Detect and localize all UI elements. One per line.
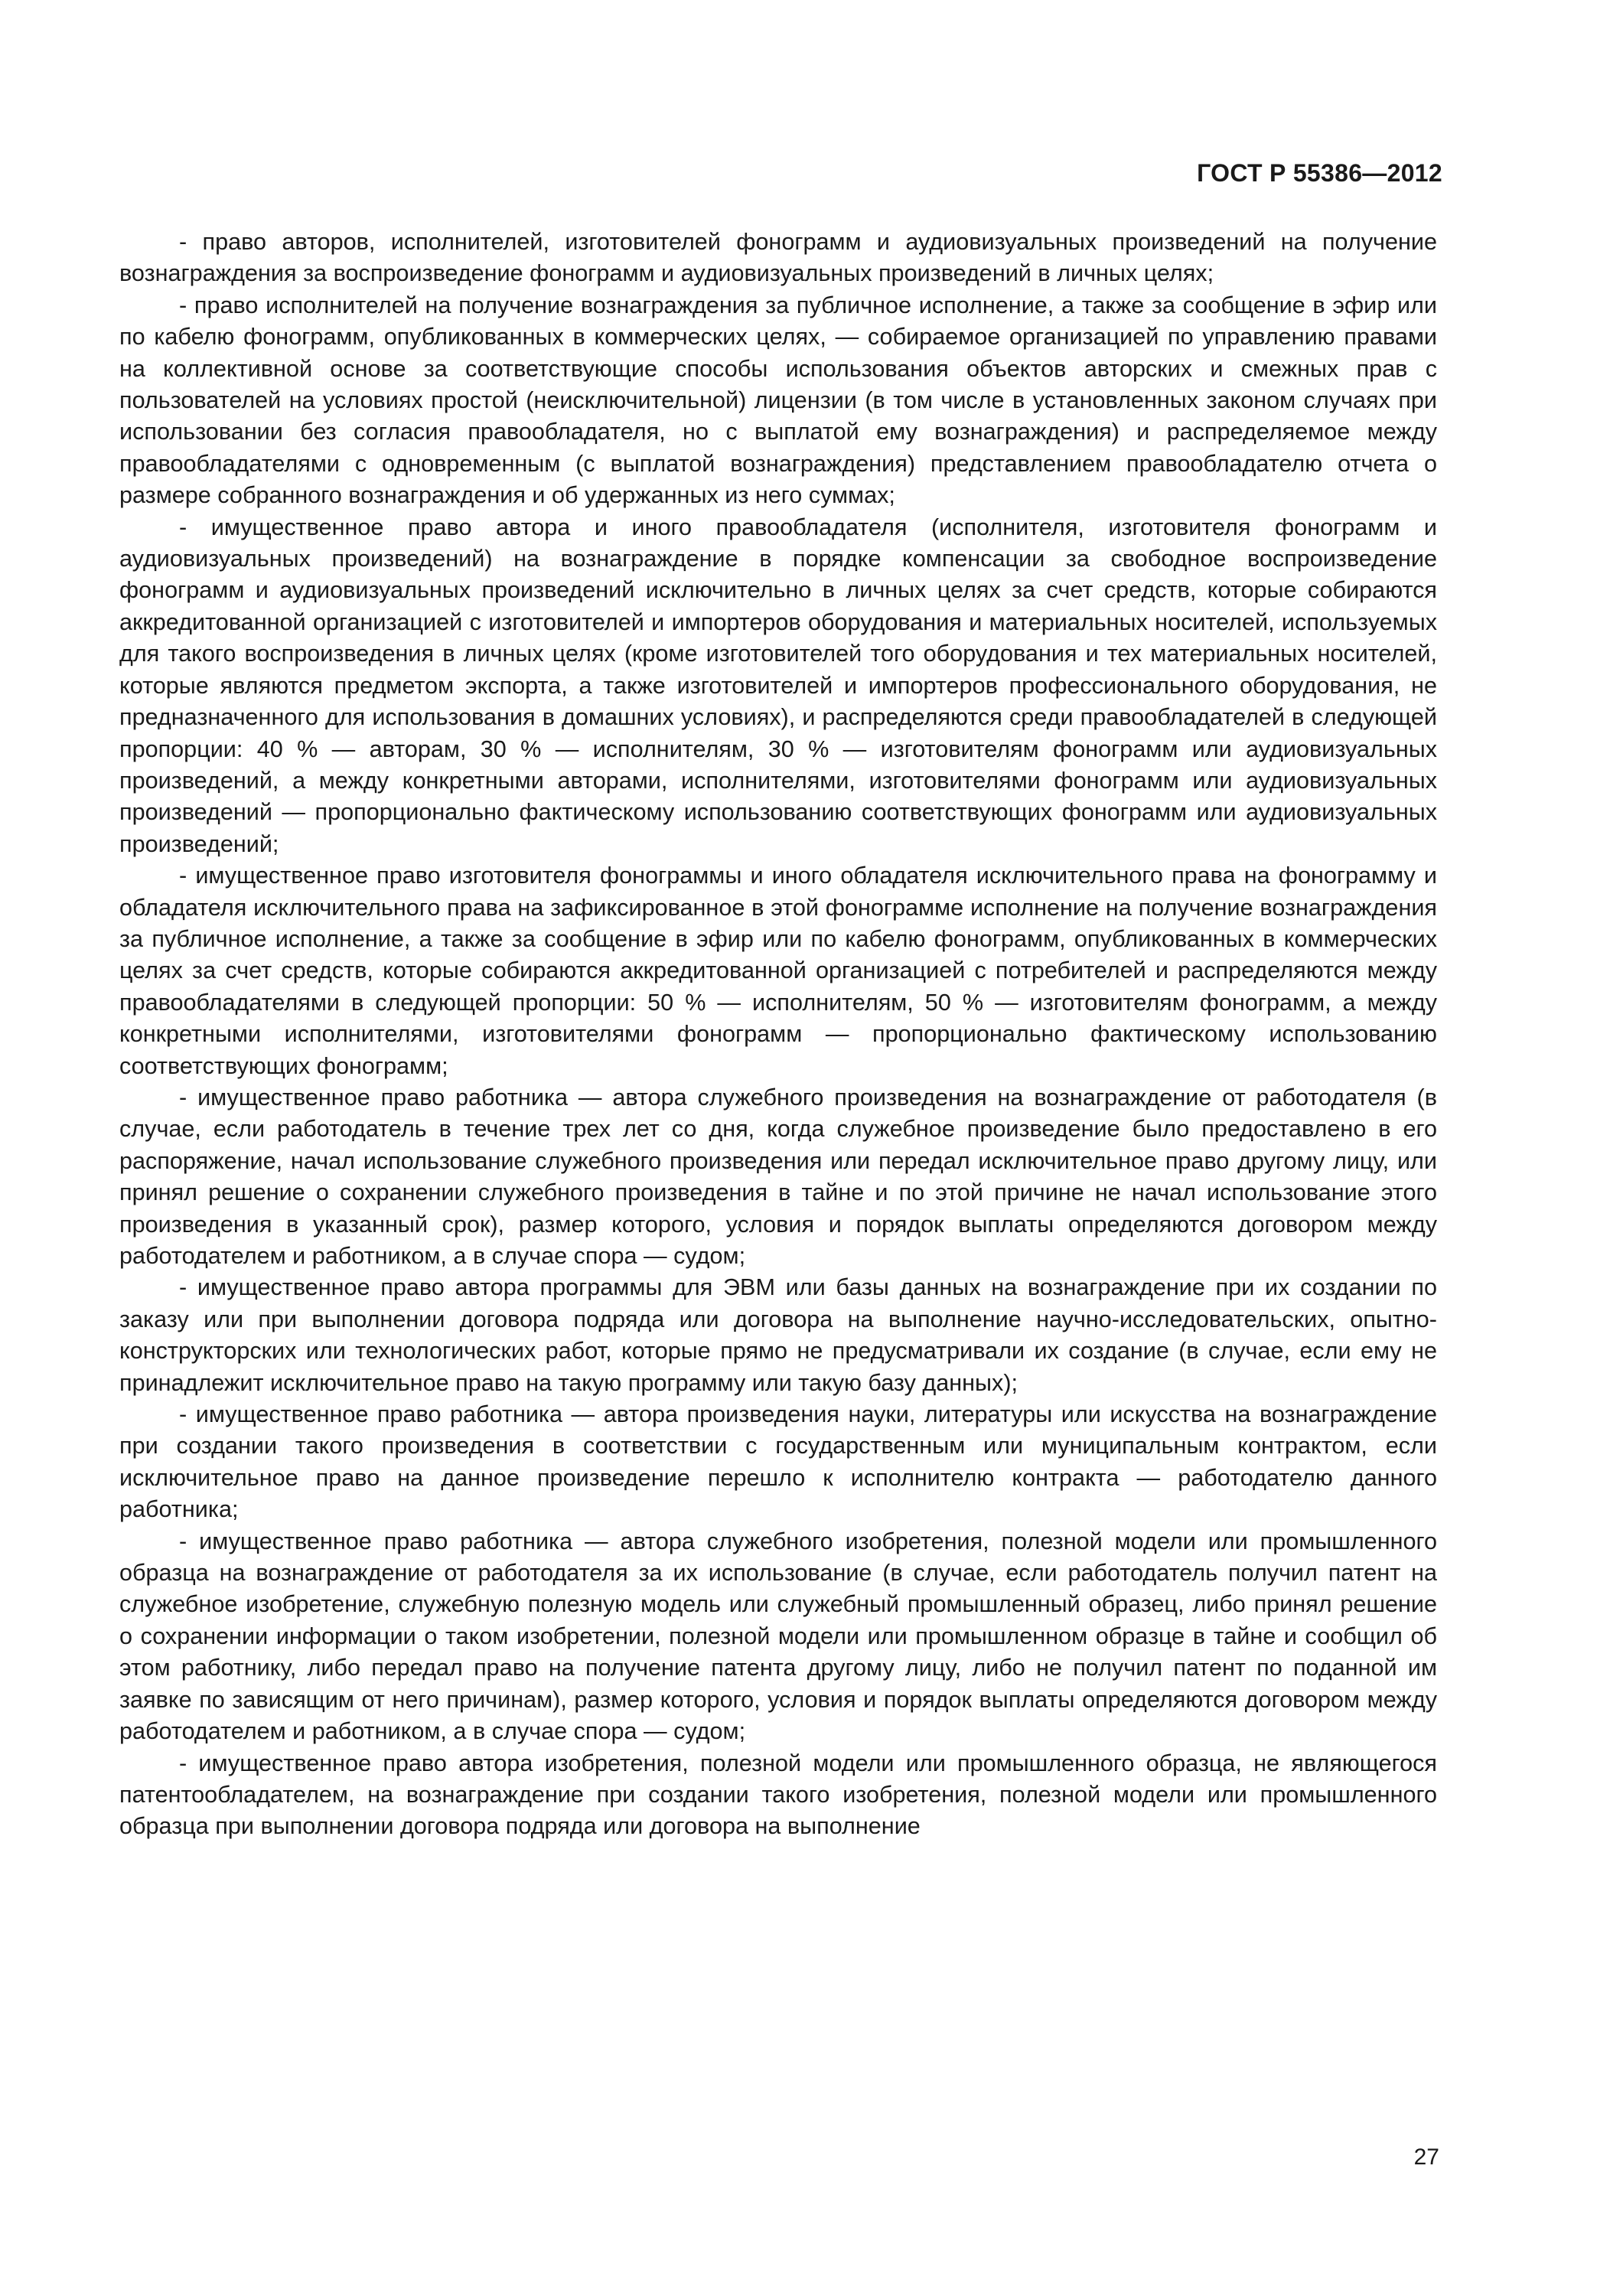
document-header-standard-id: ГОСТ Р 55386—2012	[1197, 159, 1442, 187]
document-body	[119, 227, 1437, 1843]
paragraph-7: - имущественное право работника — автора произведения науки, литературы или искусства на вознаграждение при создании такого произведения в соответствии с государственным или муниципальным контрактом, если исключительное право на данное произведение перешло к исполнителю контракта — работодателю данного работника;	[119, 1401, 1437, 1523]
paragraph-5: - имущественное право работника — автора служебного произведения на вознаграждение от работодателя (в случае, если работодатель в течение трех лет со дня, когда служебное произведение было предоставлено в его распоряжение, начал использование служебного произведения или передал исключительное право другому лицу, или принял решение о сохранении служебного произведения в тайне и по этой причине не начал использование этого произведения в указанный срок), размер которого, условия и порядок выплаты определяются договором между работодателем и работником, а в случае спора — судом;	[119, 1084, 1437, 1269]
page-number: 27	[1413, 2144, 1439, 2170]
paragraph-6: - имущественное право автора программы для ЭВМ или базы данных на вознаграждение при их создании по заказу или при выполнении договора подряда или договора на выполнение научно-исследовательских, опытно-конструкторских или технологических работ, которые прямо не предусматривали их создание (в случае, если ему не принадлежит исключительное право на такую программу или такую базу данных);	[119, 1274, 1437, 1396]
paragraph-2: - право исполнителей на получение вознаграждения за публичное исполнение, а также за сообщение в эфир или по кабелю фонограмм, опубликованных в коммерческих целях, — собираемое организацией по управлению правами на коллективной основе за соответствующие способы использования объектов авторских и смежных прав с пользователей на условиях простой (неисключительной) лицензии (в том числе в установленных законом случаях при использовании без согласия правообладателя, но с выплатой ему вознаграждения) и распределяемое между правообладателями с одновременным (с выплатой вознаграждения) представлением правообладателю отчета о размере собранного вознаграждения и об удержанных из него суммах;	[119, 292, 1437, 509]
paragraph-8: - имущественное право работника — автора служебного изобретения, полезной модели или промышленного образца на вознаграждение от работодателя за их использование (в случае, если работодатель получил патент на служебное изобретение, служебную полезную модель или служебный промышленный образец, либо принял решение о сохранении информации о таком изобретении, полезной модели или промышленном образце в тайне и сообщил об этом работнику, либо передал право на получение патента другому лицу, либо не получил патент по поданной им заявке по зависящим от него причинам), размер которого, условия и порядок выплаты определяются договором между работодателем и работником, а в случае спора — судом;	[119, 1528, 1437, 1745]
paragraph-4: - имущественное право изготовителя фонограммы и иного обладателя исключительного права на фонограмму и обладателя исключительного права на зафиксированное в этой фонограмме исполнение на получение вознаграждения за публичное исполнение, а также за сообщение в эфир или по кабелю фонограмм, опубликованных в коммерческих целях за счет средств, которые собираются аккредитованной организацией с потребителей и распределяются между правообладателями в следующей пропорции: 50 % — исполнителям, 50 % — изготовителям фонограмм, а между конкретными исполнителями, изготовителями фонограмм — пропорционально фактическому использованию соответствующих фонограмм;	[119, 863, 1437, 1079]
paragraph-9: - имущественное право автора изобретения, полезной модели или промышленного образца, не являющегося патентообладателем, на вознаграждение при создании такого изобретения, полезной модели или промышленного образца при выполнении договора подряда или договора на выполнение	[119, 1750, 1437, 1840]
paragraph-3: - имущественное право автора и иного правообладателя (исполнителя, изготовителя фонограмм и аудиовизуальных произведений) на вознаграждение в порядке компенсации за свободное воспроизведение фонограмм и аудиовизуальных произведений исключительно в личных целях за счет средств, которые собираются аккредитованной организацией с изготовителей и импортеров оборудования и материальных носителей, используемых для такого воспроизведения в личных целях (кроме изготовителей того оборудования и тех материальных носителей, которые являются предметом экспорта, а также изготовителей и импортеров профессионального оборудования, не предназначенного для использования в домашних условиях), и распределяются среди правообладателей в следующей пропорции: 40 % — авторам, 30 % — исполнителям, 30 % — изготовителям фонограмм или аудиовизуальных произведений, а между конкретными авторами, исполнителями, изготовителями фонограмм или аудиовизуальных произведений — пропорционально фактическому использованию соответствующих фонограмм или аудиовизуальных произведений;	[119, 514, 1437, 857]
paragraph-1: - право авторов, исполнителей, изготовителей фонограмм и аудиовизуальных произведений на получение вознаграждения за воспроизведение фонограмм и аудиовизуальных произведений в личных целях;	[119, 229, 1437, 287]
